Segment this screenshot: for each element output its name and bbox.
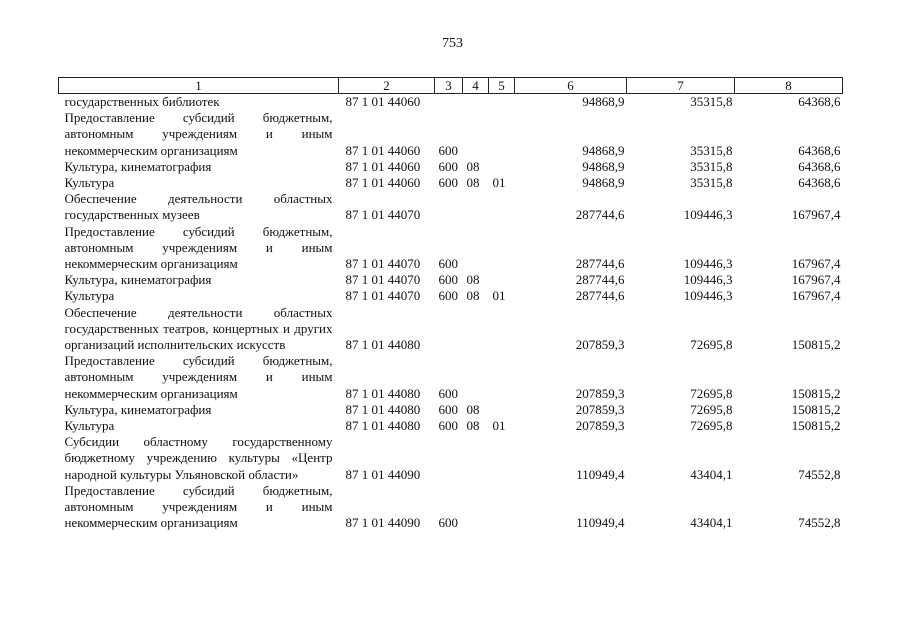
table-row [59,353,843,402]
table-row [59,110,843,159]
row-value-col6: 287744,6 [575,207,625,223]
column-header: 7 [627,78,735,94]
table-row [59,94,843,111]
row-col5 [489,272,515,288]
row-value-col6: 110949,4 [576,515,625,531]
row-col4 [463,353,489,402]
row-name: Культура, кинематография [64,272,212,288]
row-name: Обеспечение деятельности областных государственных музеев [64,191,333,223]
page-number: 753 [442,36,463,51]
row-value-col6: 207859,3 [575,385,625,401]
row-col3 [435,434,463,483]
row-col4 [463,483,489,532]
column-header: 1 [59,78,339,94]
row-name: Предоставление субсидий бюджетным, автономным учреждениям и иным некоммерческим организациям [64,353,333,401]
table-row [59,288,843,304]
row-name: Культура, кинематография [64,158,212,174]
budget-table [58,77,843,531]
row-code: 87 1 01 44080 [345,337,421,353]
row-col3: 600 [438,515,458,531]
row-col4: 08 [466,401,480,417]
row-value-col8: 74552,8 [798,515,841,531]
table-row [59,191,843,223]
row-col5 [489,353,515,402]
row-value-col7: 109446,3 [683,288,733,304]
row-col4: 08 [466,272,480,288]
row-code: 87 1 01 44060 [345,158,421,174]
column-header: 6 [515,78,627,94]
row-value-col7: 72695,8 [690,418,733,434]
row-value-col8: 167967,4 [791,288,841,304]
row-name: Субсидии областному государственному бюджетному учреждению культуры «Центр народной культуры Ульяновской области» [64,434,333,482]
row-col5 [489,434,515,483]
row-col5 [489,110,515,159]
row-col5: 01 [492,418,506,434]
row-code: 87 1 01 44060 [345,175,421,191]
row-name: Предоставление субсидий бюджетным, автономным учреждениям и иным некоммерческим организациям [64,482,333,531]
row-code: 87 1 01 44080 [345,418,421,434]
row-col5 [489,94,515,111]
row-col5 [489,305,515,354]
row-name: Культура [64,175,115,191]
row-name: государственных библиотек [64,94,220,109]
row-value-col8: 150815,2 [791,401,841,417]
row-col4 [463,434,489,483]
row-name: Предоставление субсидий бюджетным, автономным учреждениям и иным некоммерческим организациям [64,223,333,272]
table-row [59,305,843,354]
row-value-col8: 74552,8 [798,466,841,482]
column-header: 3 [435,78,463,94]
row-value-col8: 150815,2 [791,385,841,401]
column-header: 2 [339,78,435,94]
row-code: 87 1 01 44060 [345,142,421,158]
row-value-col6: 94868,9 [582,94,625,109]
table-row [59,175,843,191]
row-value-col7: 35315,8 [690,175,733,191]
column-header: 8 [735,78,843,94]
row-col4 [463,224,489,273]
row-value-col6: 110949,4 [576,466,625,482]
row-value-col7: 109446,3 [683,272,733,288]
row-value-col8: 167967,4 [791,256,841,272]
row-col4 [463,110,489,159]
row-col4: 08 [466,418,480,434]
row-col3: 600 [438,158,458,174]
row-value-col8: 150815,2 [791,337,841,353]
row-value-col6: 287744,6 [575,272,625,288]
row-col3: 600 [438,385,458,401]
row-col4 [463,305,489,354]
row-value-col8: 64368,6 [798,158,841,174]
row-col3 [435,305,463,354]
row-value-col7: 35315,8 [690,94,733,109]
row-name: Обеспечение деятельности областных государственных театров, концертных и других организаций исполнительских искусств [64,304,333,353]
row-col5: 01 [492,288,506,304]
row-value-col7: 109446,3 [683,207,733,223]
row-col3 [435,191,463,223]
row-col5 [489,191,515,223]
row-col3: 600 [438,418,458,434]
row-col3: 600 [438,288,458,304]
row-name: Культура [64,288,115,304]
row-value-col7: 35315,8 [690,142,733,158]
row-name: Культура [64,418,115,434]
row-col3: 600 [438,256,458,272]
row-col5 [489,224,515,273]
row-col4: 08 [466,175,480,191]
table-row [59,159,843,175]
column-header: 4 [463,78,489,94]
row-code: 87 1 01 44070 [345,288,421,304]
row-value-col6: 287744,6 [575,256,625,272]
row-col4 [463,191,489,223]
table-row [59,434,843,483]
row-code: 87 1 01 44090 [345,466,421,482]
row-col3: 600 [438,175,458,191]
row-col5 [489,402,515,418]
row-code: 87 1 01 44080 [345,385,421,401]
row-value-col6: 287744,6 [575,288,625,304]
column-header: 5 [489,78,515,94]
table-row [59,272,843,288]
row-value-col7: 43404,1 [690,466,733,482]
row-col3: 600 [438,142,458,158]
row-code: 87 1 01 44070 [345,256,421,272]
row-col3: 600 [438,272,458,288]
row-code: 87 1 01 44070 [345,272,421,288]
row-value-col8: 150815,2 [791,418,841,434]
row-col5 [489,483,515,532]
row-value-col7: 43404,1 [690,515,733,531]
row-col5: 01 [492,175,506,191]
table-row [59,224,843,273]
row-col4 [463,94,489,111]
row-name: Культура, кинематография [64,401,212,417]
row-col3: 600 [438,401,458,417]
row-code: 87 1 01 44060 [345,94,421,109]
row-value-col7: 72695,8 [690,337,733,353]
row-value-col7: 72695,8 [690,401,733,417]
row-value-col6: 207859,3 [575,401,625,417]
row-value-col7: 35315,8 [690,158,733,174]
row-name: Предоставление субсидий бюджетным, автономным учреждениям и иным некоммерческим организациям [64,110,333,158]
row-col4: 08 [466,158,480,174]
row-col3 [435,94,463,111]
row-code: 87 1 01 44070 [345,207,421,223]
table-row [59,483,843,532]
row-value-col6: 94868,9 [582,158,625,174]
row-value-col8: 167967,4 [791,272,841,288]
table-row [59,402,843,418]
row-col5 [489,159,515,175]
row-value-col7: 109446,3 [683,256,733,272]
table-row [59,418,843,434]
row-value-col6: 207859,3 [575,337,625,353]
row-code: 87 1 01 44090 [345,515,421,531]
row-value-col6: 94868,9 [582,175,625,191]
row-value-col8: 64368,6 [798,175,841,191]
header-row [59,78,843,94]
row-code: 87 1 01 44080 [345,401,421,417]
row-value-col8: 64368,6 [798,142,841,158]
row-value-col8: 167967,4 [791,207,841,223]
row-col4: 08 [466,288,480,304]
row-value-col8: 64368,6 [798,94,841,109]
row-value-col6: 94868,9 [582,142,625,158]
row-value-col7: 72695,8 [690,385,733,401]
row-value-col6: 207859,3 [575,418,625,434]
